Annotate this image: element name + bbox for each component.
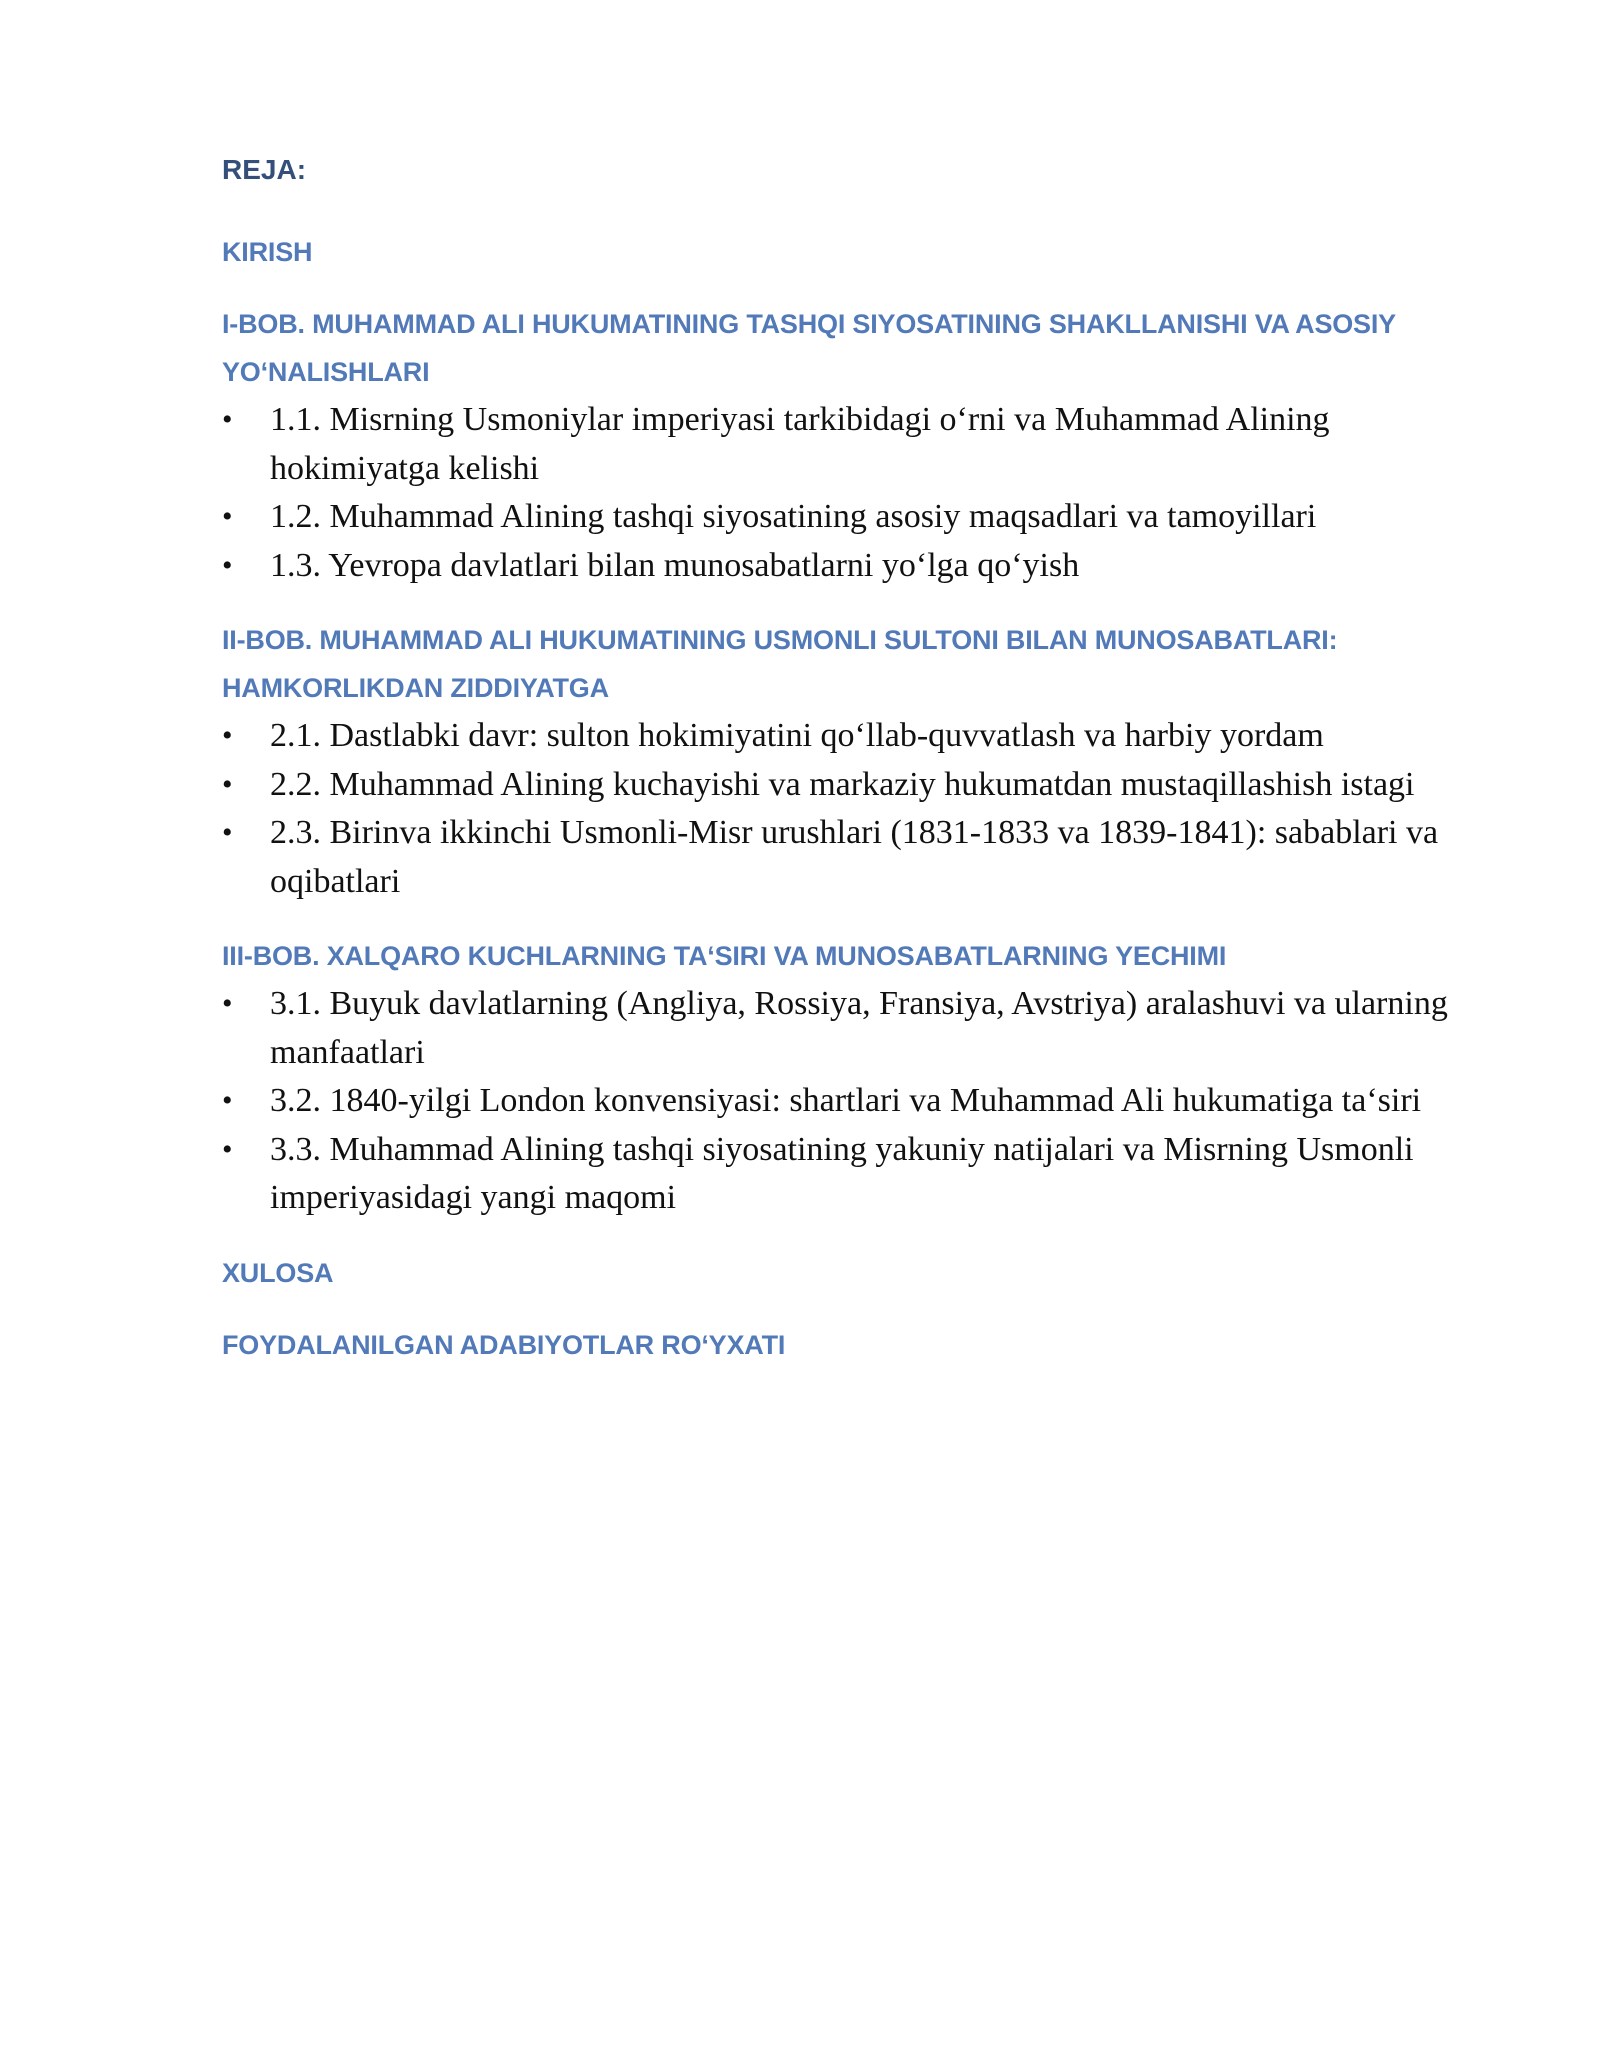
bullet-icon: • (222, 403, 233, 436)
intro-heading: KIRISH (222, 237, 313, 267)
list-item (222, 1077, 1492, 1126)
list-item (222, 542, 1492, 591)
list-item-text: 3.1. Buyuk davlatlarning (Angliya, Rossiya, Fransiya, Avstriya) aralashuvi va ularning manfaatlari (270, 985, 1448, 1071)
chapter-heading: I-BOB. MUHAMMAD ALI HUKUMATINING TASHQI SIYOSATINING SHAKLLANISHI VA ASOSIY YO‘NALISHLARI (222, 309, 1396, 387)
chapter-2 (222, 616, 1492, 906)
bullet-icon: • (222, 1084, 233, 1117)
bullet-icon: • (222, 816, 233, 849)
chapter-heading: III-BOB. XALQARO KUCHLARNING TA‘SIRI VA MUNOSABATLARNING YECHIMI (222, 941, 1227, 971)
bullet-icon: • (222, 767, 233, 801)
references-heading: FOYDALANILGAN ADABIYOTLAR RO‘YXATI (222, 1329, 786, 1360)
list-item-text: 3.3. Muhammad Alining tashqi siyosatining yakuniy natijalari va Misrning Usmonli imperiyasidagi yangi maqomi (270, 1130, 1414, 1216)
bullet-icon: • (222, 1132, 233, 1166)
list-item-text: 1.2. Muhammad Alining tashqi siyosatining asosiy maqsadlari va tamoyillari (270, 498, 1317, 535)
bullet-icon: • (222, 987, 233, 1020)
conclusion-heading: XULOSA (222, 1257, 334, 1288)
chapter-items (222, 980, 1492, 1223)
list-item-text: 1.3. Yevropa davlatlari bilan munosabatlarni yo‘lga qo‘yish (270, 546, 1080, 584)
chapter-items (222, 712, 1492, 906)
list-item-text: 2.3. Birinva ikkinchi Usmonli-Misr urushlari (1831-1833 va 1839-1841): sabablari va oqibatlari (270, 814, 1439, 900)
chapter-items (222, 396, 1492, 590)
chapter-1 (222, 300, 1492, 590)
chapter-heading: II-BOB. MUHAMMAD ALI HUKUMATINING USMONLI SULTONI BILAN MUNOSABATLARI: HAMKORLIKDAN ZIDDIYATGA (222, 625, 1338, 703)
list-item (222, 980, 1492, 1077)
list-item (222, 809, 1492, 906)
list-item-text: 2.2. Muhammad Alining kuchayishi va markaziy hukumatdan mustaqillashish istagi (270, 765, 1415, 803)
list-item-text: 1.1. Misrning Usmoniylar imperiyasi tarkibidagi o‘rni va Muhammad Alining hokimiyatga kelishi (270, 401, 1330, 487)
list-item-text: 2.1. Dastlabki davr: sulton hokimiyatini qo‘llab-quvvatlash va harbiy yordam (270, 717, 1324, 754)
list-item (222, 712, 1492, 761)
chapter-3 (222, 932, 1492, 1223)
bullet-icon: • (222, 548, 233, 582)
document-page (222, 152, 1492, 1369)
bullet-icon: • (222, 719, 233, 752)
list-item (222, 1126, 1492, 1223)
list-item-text: 3.2. 1840-yilgi London konvensiyasi: shartlari va Muhammad Ali hukumatiga ta‘siri (270, 1082, 1422, 1119)
list-item (222, 396, 1492, 493)
bullet-icon: • (222, 500, 233, 533)
list-item (222, 493, 1492, 542)
list-item (222, 761, 1492, 810)
plan-title: REJA: (222, 154, 307, 185)
